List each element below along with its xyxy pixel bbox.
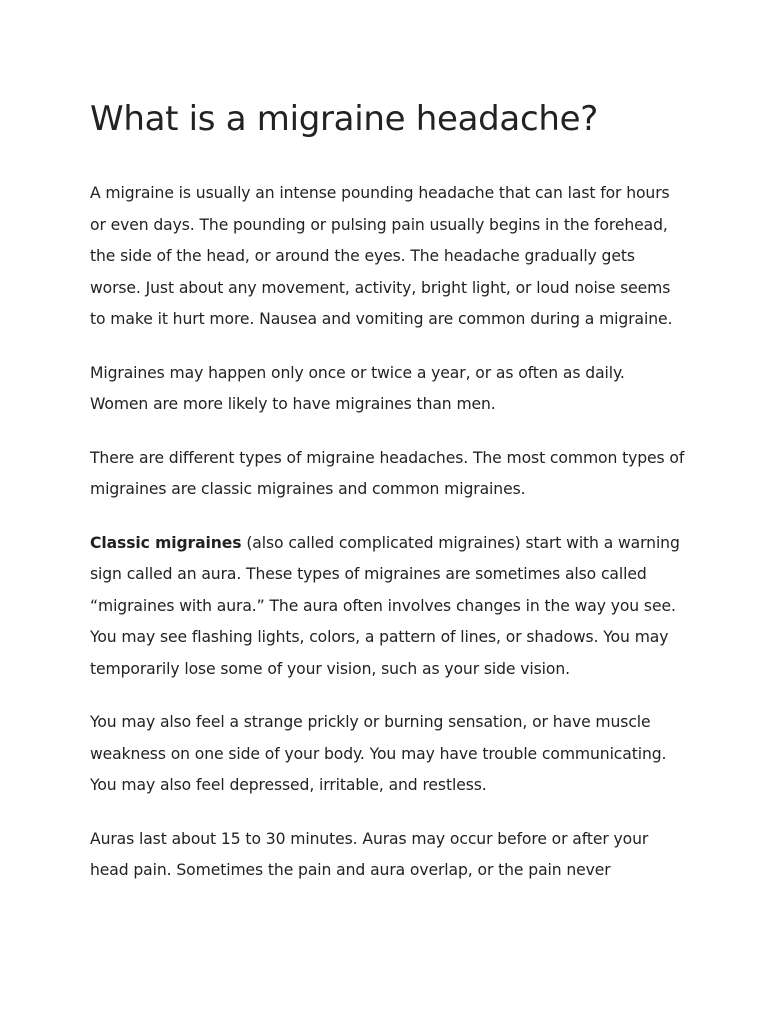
- paragraph-types: There are different types of migraine headaches. The most common types of migraines are classic migraines and common migraines.: [90, 448, 685, 498]
- classic-migraines-heading: Classic migraines: [90, 533, 242, 552]
- paragraph-overview: A migraine is usually an intense pounding headache that can last for hours or even days. The pounding or pulsing pain usually begins in the forehead, the side of the head, or around the eyes. The headache gradually gets worse. Just about any movement, activity, bright light, or loud noise seems to make it hurt more. Nausea and vomiting are common during a migraine.: [90, 184, 673, 328]
- paragraph-classic-migraines: [90, 528, 686, 686]
- paragraph-aura-symptoms: You may also feel a strange prickly or burning sensation, or have muscle weakness on one side of your body. You may have trouble communicating. You may also feel depressed, irritable, and restless.: [90, 713, 667, 794]
- document-page: [90, 94, 686, 909]
- paragraph-aura-duration: Auras last about 15 to 30 minutes. Auras may occur before or after your head pain. Sometimes the pain and aura overlap, or the pain never: [90, 829, 649, 879]
- classic-migraines-text: (also called complicated migraines) start with a warning sign called an aura. These types of migraines are sometimes also called “migraines with aura.” The aura often involves changes in the way you see. You may see flashing lights, colors, a pattern of lines, or shadows. You may temporarily lose some of your vision, such as your side vision.: [90, 533, 680, 678]
- page-title: What is a migraine headache?: [90, 99, 598, 139]
- paragraph-frequency: Migraines may happen only once or twice a year, or as often as daily. Women are more likely to have migraines than men.: [90, 363, 625, 413]
